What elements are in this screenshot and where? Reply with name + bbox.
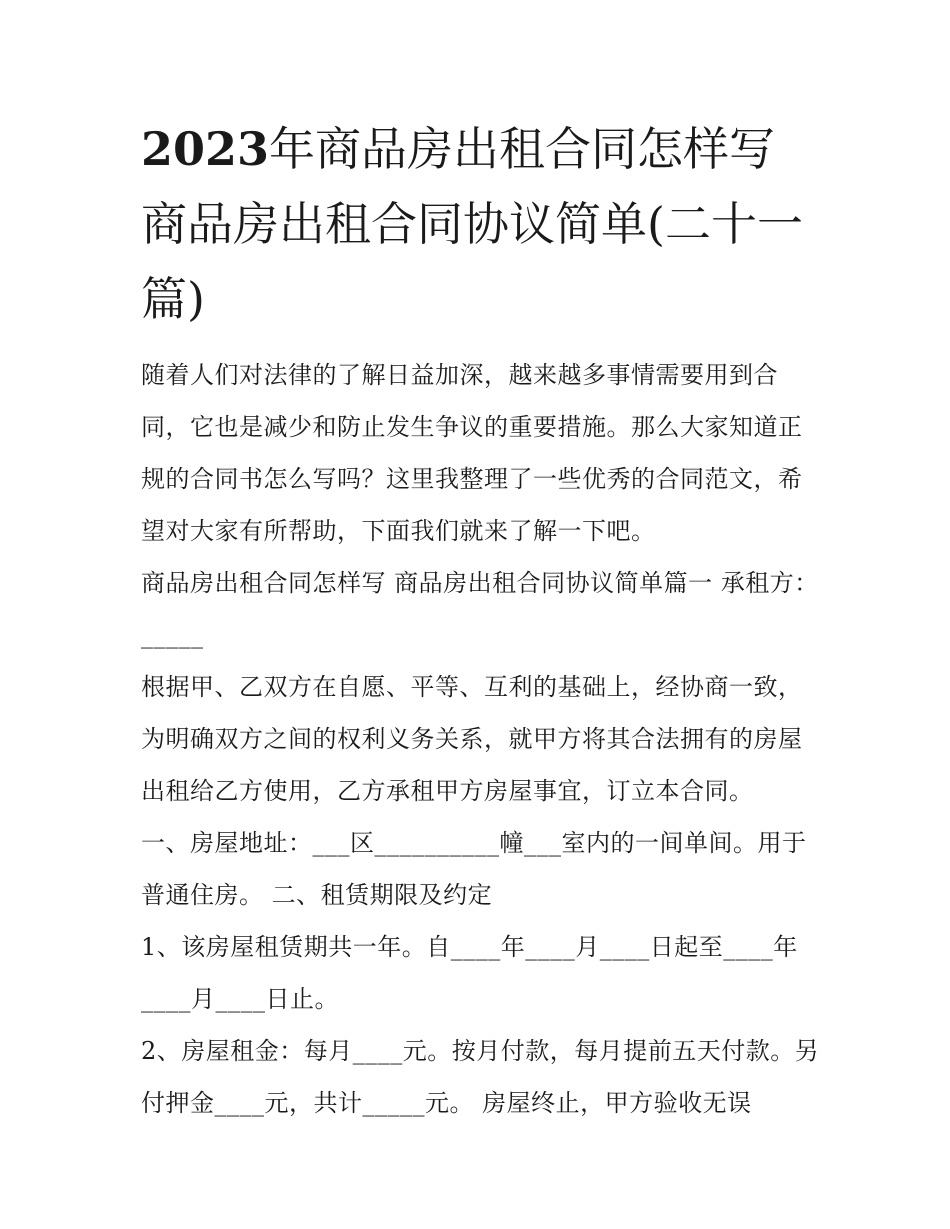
lease-term-paragraph: 1、该房屋租赁期共一年。自____年____月____日起至____年____月____日止。: [141, 933, 798, 1013]
document-title: [141, 112, 821, 337]
agreement-paragraph: 根据甲、乙双方在自愿、平等、互利的基础上，经协商一致，为明确双方之间的权利义务关系，就甲方将其合法拥有的房屋出租给乙方使用，乙方承租甲方房屋事宜，订立本合同。: [141, 673, 803, 805]
rent-paragraph: 2、房屋租金：每月____元。按月付款，每月提前五天付款。另付押金____元，共计_____元。 房屋终止，甲方验收无误: [141, 1037, 820, 1117]
title-year: 2023: [141, 122, 270, 176]
house-address-paragraph: 一、房屋地址：___区__________幢___室内的一间单间。用于普通住房。 二、租赁期限及约定: [141, 829, 807, 909]
title-text: 年商品房出租合同怎样写商品房出租合同协议简单(二十一篇): [141, 122, 803, 326]
document-page: [141, 112, 821, 1129]
intro-paragraph: 随着人们对法律的了解日益加深，越来越多事情需要用到合同，它也是减少和防止发生争议的重要措施。那么大家知道正规的合同书怎么写吗？这里我整理了一些优秀的合同范文，希望对大家有所帮助，下面我们就来了解一下吧。: [141, 361, 803, 545]
section-heading-paragraph: 商品房出租合同怎样写 商品房出租合同协议简单篇一 承租方：_____: [141, 569, 819, 649]
